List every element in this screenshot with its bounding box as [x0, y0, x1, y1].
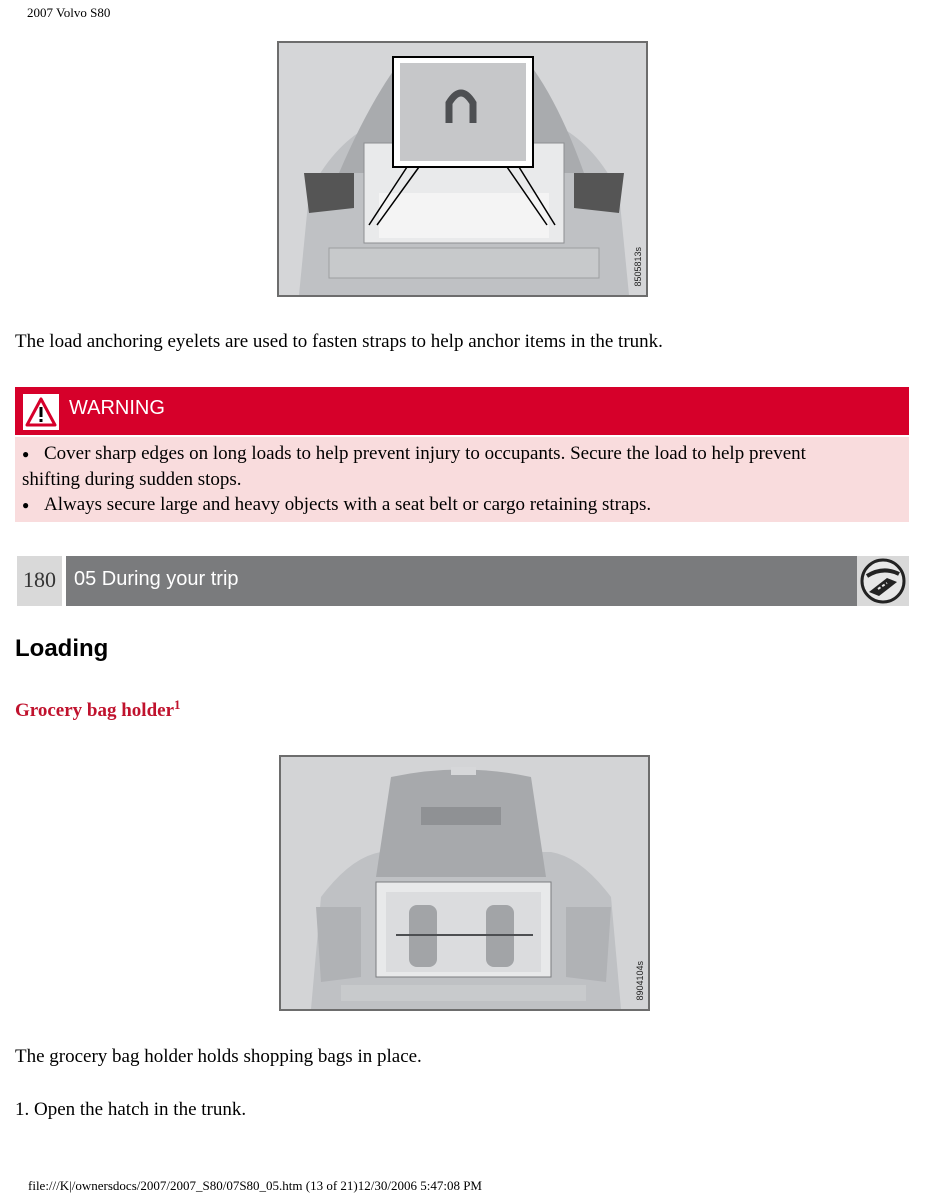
paragraph-grocery-bag-holder: The grocery bag holder holds shopping bags in place. [15, 1046, 422, 1067]
load-anchoring-eyelets-figure [277, 41, 648, 297]
warning-body [15, 437, 909, 522]
grocery-bag-holder-figure [279, 755, 650, 1011]
footnote-marker: 1 [174, 697, 181, 712]
warning-item-text-cont: shifting during sudden stops. [22, 469, 242, 491]
page-number: 180 [17, 556, 62, 606]
section-title: 05 During your trip [74, 568, 239, 590]
warning-item [22, 441, 903, 492]
figure-code: 8904104s [635, 961, 645, 1001]
subheading [15, 697, 181, 722]
bullet-icon: ● [22, 498, 30, 513]
warning-item [22, 492, 903, 518]
warning-triangle-icon [23, 394, 59, 430]
file-path-footer: file:///K|/ownersdocs/2007/2007_S80/07S80_05.htm (13 of 21)12/30/2006 5:47:08 PM [28, 1178, 482, 1193]
figure-code: 8505813s [633, 247, 643, 287]
page-header-bar [17, 556, 909, 606]
bullet-icon: ● [22, 447, 30, 462]
road-icon [857, 556, 909, 606]
paragraph-anchoring-eyelets: The load anchoring eyelets are used to fasten straps to help anchor items in the trunk. [15, 331, 663, 352]
warning-item-text: Always secure large and heavy objects with a seat belt or cargo retaining straps. [44, 494, 652, 516]
warning-item-text: Cover sharp edges on long loads to help prevent injury to occupants. Secure the load to help prevent [44, 443, 806, 464]
subheading-text: Grocery bag holder [15, 700, 175, 721]
section-heading: Loading [15, 635, 109, 662]
car-trunk-bag-holder-illustration [281, 757, 648, 1009]
warning-header [15, 387, 909, 435]
warning-label: WARNING [69, 397, 165, 419]
divider [62, 556, 66, 606]
step-1: 1. Open the hatch in the trunk. [15, 1099, 247, 1120]
document-title: 2007 Volvo S80 [27, 5, 111, 20]
car-trunk-eyelets-illustration [279, 43, 646, 295]
